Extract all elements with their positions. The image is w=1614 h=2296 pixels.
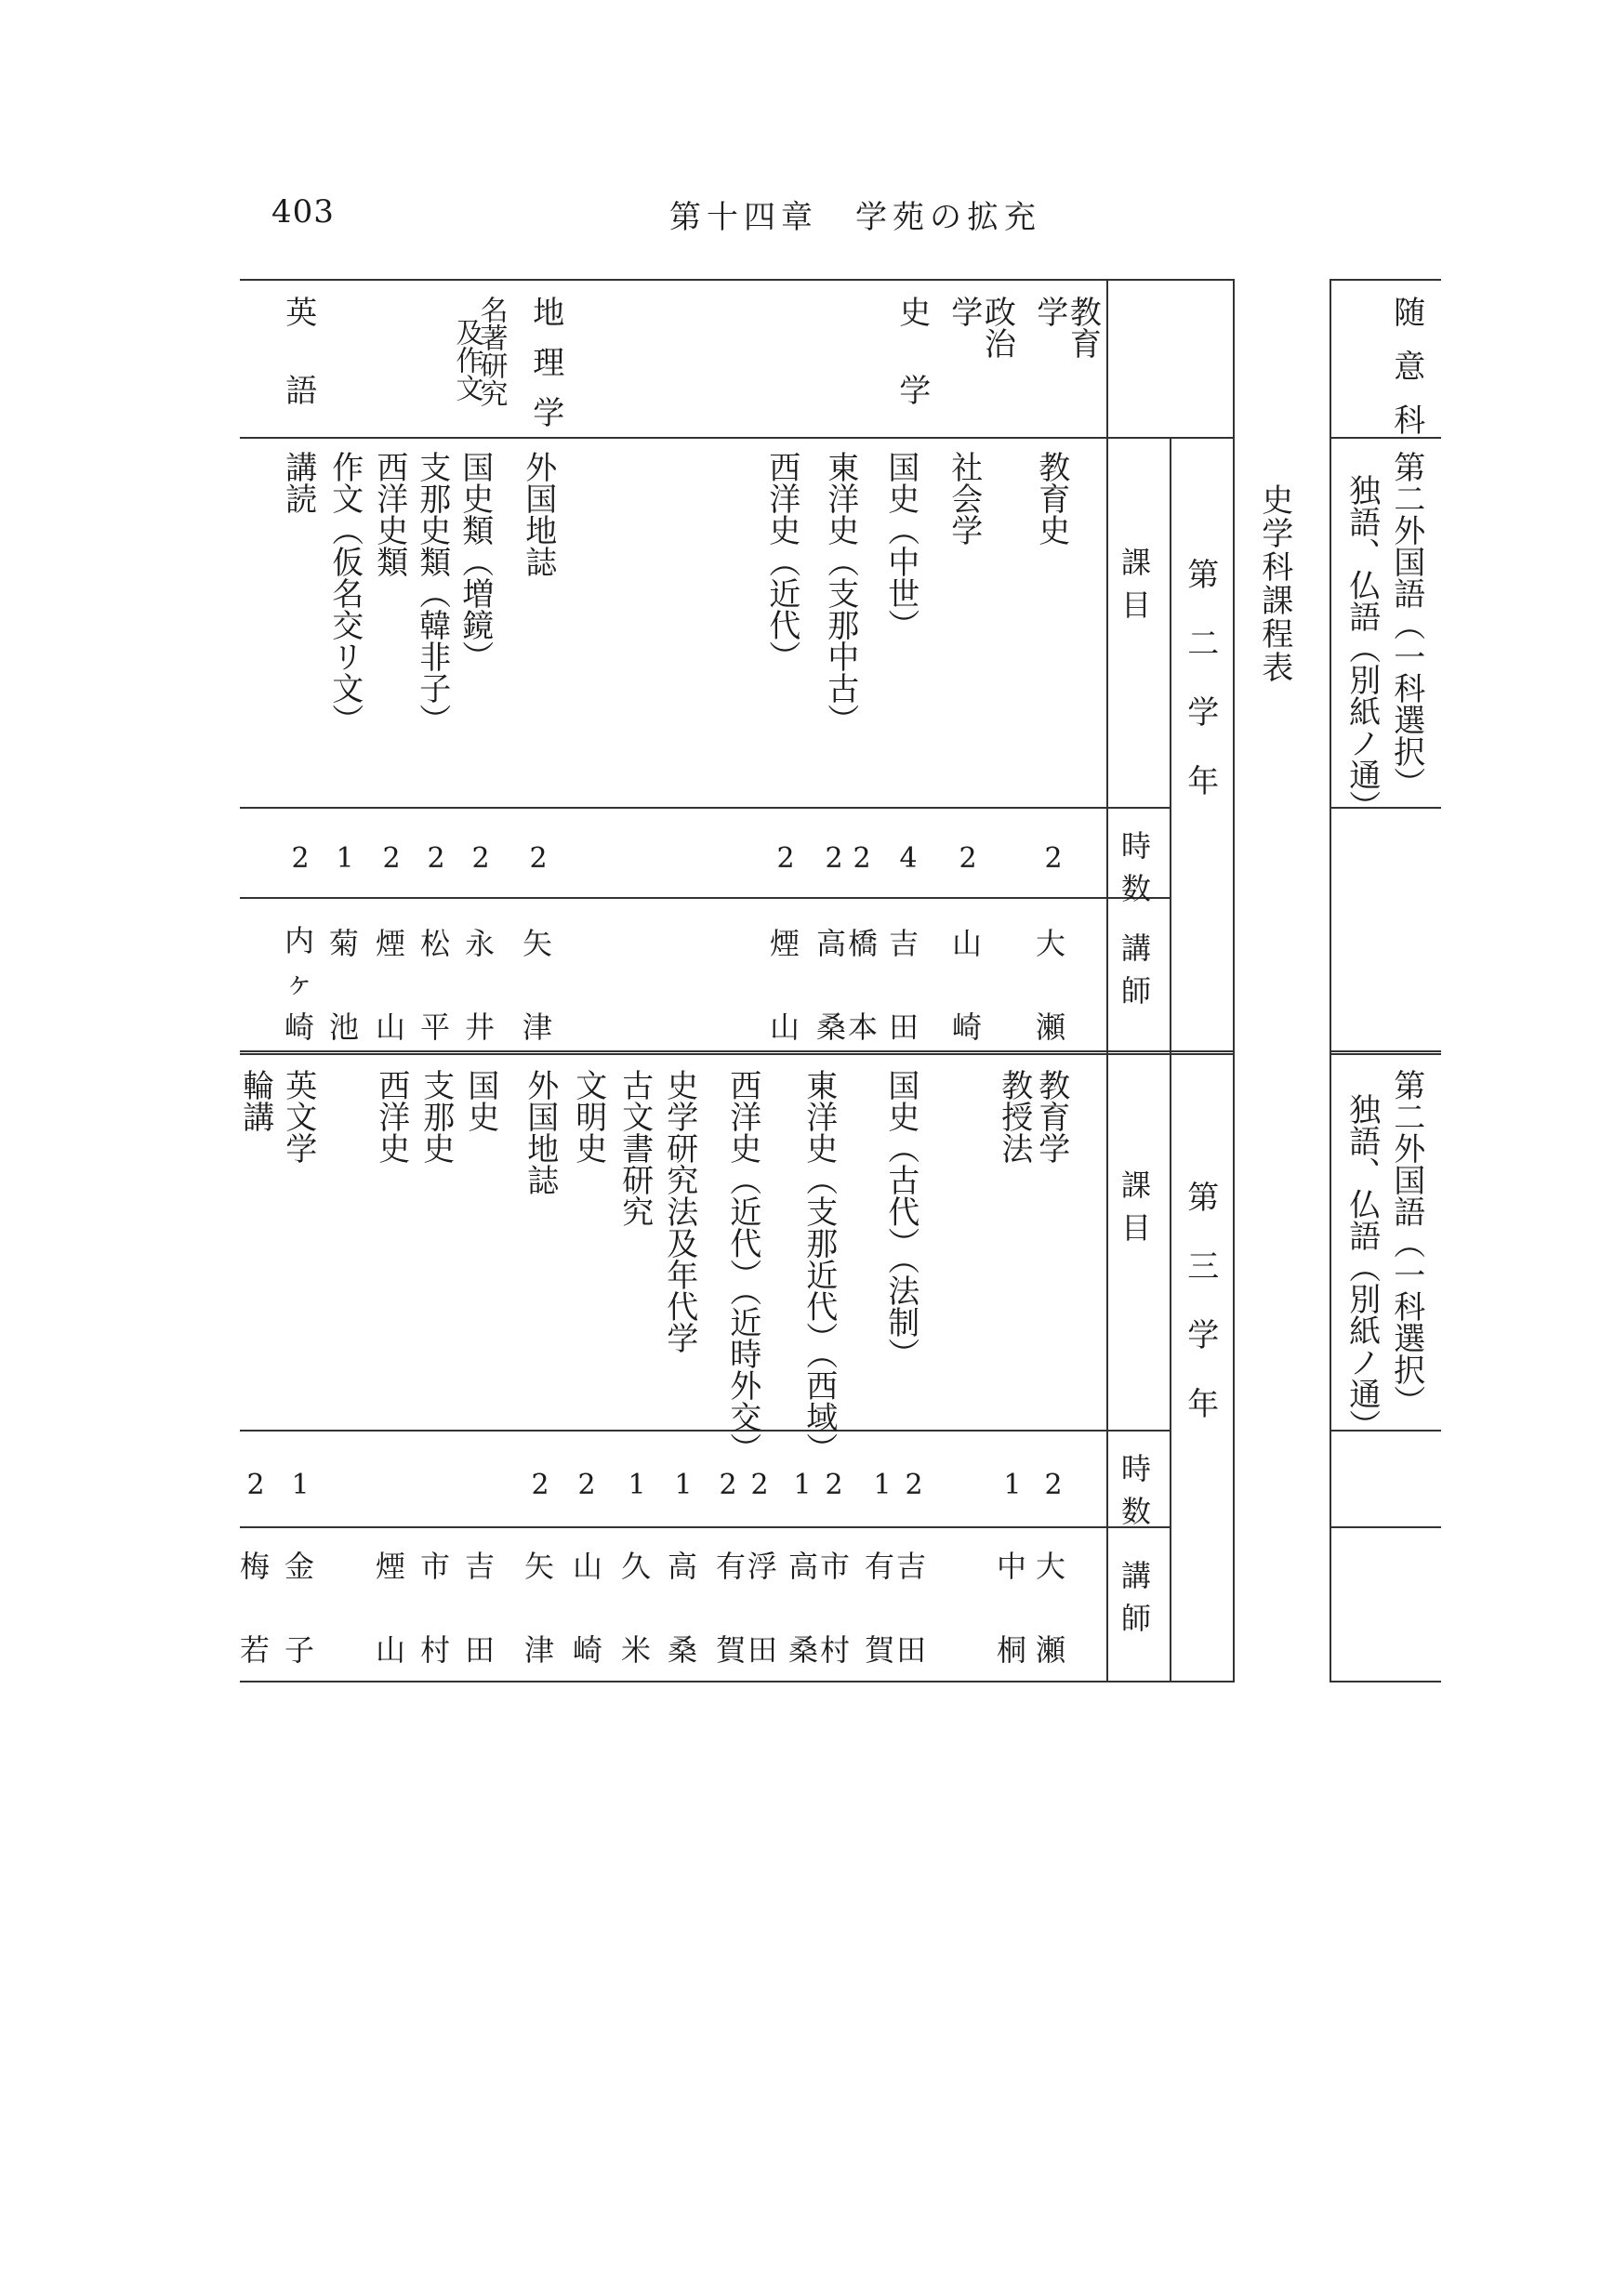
y2-teacher-2-b: 崎 (951, 1009, 982, 1045)
category-composition: 及作文 (450, 318, 483, 402)
y3-teacher-5-b: 村 (819, 1632, 850, 1668)
category-english: 英語 (279, 296, 317, 452)
y2-teacher-11-a: 菊 (328, 926, 359, 961)
table-top-rule (240, 279, 1235, 281)
y3-teacher-12-a: 矢 (523, 1549, 554, 1584)
y2-teacher-8-a: 永 (464, 926, 495, 961)
y3-hours-1: 2 (1044, 1469, 1063, 1501)
y2-hours-5: 2 (825, 842, 843, 875)
y3-hours-7: 2 (750, 1469, 769, 1501)
y3-subject-8: 文明史 (569, 1069, 607, 1164)
y3-subject-rule (240, 1430, 1170, 1432)
y3-teacher-9-b: 桑 (667, 1632, 697, 1668)
y3-teacher-6-b: 桑 (787, 1632, 818, 1668)
opt-divider (1330, 1050, 1441, 1055)
y3-teacher-8-b: 賀 (715, 1632, 746, 1668)
y2-hours-3: 4 (899, 842, 918, 875)
category-geography: 地理学 (526, 296, 564, 446)
y2-hours-6: 2 (776, 842, 795, 875)
y3-hours-11: 2 (577, 1469, 596, 1501)
y2-teacher-9-a: 松 (419, 926, 450, 961)
y2-subject-6: 外国地誌 (519, 451, 557, 577)
y3-teacher-4-b: 賀 (864, 1632, 894, 1668)
y2-hours-rule (240, 897, 1170, 899)
y3-hours-2: 1 (1003, 1469, 1022, 1501)
y2-subject-5: 西洋史（近代） (762, 451, 800, 672)
y3-subject-11: 支那史 (417, 1069, 455, 1164)
y3-subject-10: 国史 (461, 1069, 499, 1132)
y2-teacher-6-a: 煙 (769, 926, 800, 961)
y3-teacher-1-b: 瀬 (1035, 1632, 1065, 1668)
label-subject-y2: 課目 (1120, 545, 1151, 623)
y3-subject-1: 教育学 (1032, 1069, 1070, 1164)
running-header: 第十四章 学苑の拡充 (669, 199, 1041, 236)
y3-subject-7: 古文書研究 (615, 1069, 654, 1227)
y2-subject-7: 国史類（増鏡） (456, 451, 494, 672)
y3-subject-6: 史学研究法及年代学 (660, 1069, 698, 1353)
table-bottom-rule (240, 1681, 1235, 1682)
y2-teacher-12-b: 崎 (284, 1009, 314, 1045)
opt-top-rule (1330, 279, 1441, 281)
category-1a: 教育 学 (1030, 296, 1102, 359)
y2-teacher-4-b: 本 (847, 1009, 878, 1045)
y2-subject-3: 国史（中世） (881, 451, 919, 640)
y2-teacher-2-a: 山 (951, 926, 982, 961)
y3-teacher-3-b: 田 (895, 1632, 926, 1668)
y2-teacher-7-b: 津 (522, 1009, 552, 1045)
y3-teacher-15-a: 煙 (375, 1549, 405, 1584)
year-divider (240, 1050, 1235, 1055)
y3-teacher-17-b: 若 (239, 1632, 270, 1668)
y2-teacher-1-b: 瀬 (1035, 1009, 1065, 1045)
y2-teacher-8-b: 井 (464, 1009, 495, 1045)
table-title: 史学科課程表 (1255, 483, 1293, 684)
y3-teacher-10-a: 久 (620, 1549, 651, 1584)
label-subject-y3: 課目 (1120, 1168, 1151, 1246)
y3-teacher-11-b: 崎 (572, 1632, 602, 1668)
opt-y2-line2: 独語、仏語（別紙ノ通） (1343, 474, 1381, 822)
y2-teacher-6-b: 山 (769, 1009, 800, 1045)
y3-hours-5: 2 (825, 1469, 843, 1501)
y3-teacher-13-a: 吉 (464, 1549, 495, 1584)
y3-hours-rule (240, 1526, 1170, 1528)
y3-hours-12: 2 (531, 1469, 549, 1501)
y3-teacher-15-b: 山 (375, 1632, 405, 1668)
y2-subject-1: 教育史 (1032, 451, 1070, 546)
y2-teacher-11-b: 池 (328, 1009, 359, 1045)
y2-hours-11: 1 (336, 842, 354, 875)
y2-hours-12: 2 (291, 842, 310, 875)
y2-hours-8: 2 (471, 842, 490, 875)
opt-bottom-rule (1330, 1681, 1441, 1682)
y2-teacher-5-a: 高 (815, 926, 846, 961)
y3-teacher-12-b: 津 (523, 1632, 554, 1668)
page-number: 403 (271, 193, 335, 231)
y3-teacher-5-a: 市 (819, 1549, 850, 1584)
y3-teacher-16-a: 金 (284, 1549, 314, 1584)
y3-teacher-17-a: 梅 (239, 1549, 270, 1584)
y3-teacher-7-b: 田 (747, 1632, 777, 1668)
y2-teacher-4-a: 橋 (847, 926, 878, 961)
y3-teacher-16-b: 子 (284, 1632, 314, 1668)
y3-hours-8: 2 (719, 1469, 737, 1501)
y3-teacher-3-a: 吉 (895, 1549, 926, 1584)
y2-hours-7: 2 (529, 842, 548, 875)
y2-teacher-12-a: 内ヶ (284, 923, 314, 1000)
y3-teacher-7-a: 浮 (747, 1549, 777, 1584)
y3-teacher-14-a: 市 (419, 1549, 450, 1584)
y2-subject-4: 東洋史（支那中古） (821, 451, 859, 735)
opt-header: 随意科 (1387, 296, 1425, 457)
y3-subject-4: 東洋史（支那近代）（西域） (800, 1069, 838, 1464)
y2-hours-9: 2 (427, 842, 445, 875)
year-col-rule (1170, 437, 1171, 1681)
label-hours-y3: 時数 (1120, 1451, 1151, 1529)
y2-hours-10: 2 (382, 842, 401, 875)
y3-hours-9: 1 (674, 1469, 693, 1501)
y3-hours-6: 1 (793, 1469, 812, 1501)
y3-teacher-11-a: 山 (572, 1549, 602, 1584)
y2-subject-rule (240, 807, 1170, 809)
y2-teacher-10-b: 山 (375, 1009, 405, 1045)
y3-hours-3: 2 (905, 1469, 923, 1501)
y3-teacher-6-a: 高 (787, 1549, 818, 1584)
y3-subject-12: 西洋史 (372, 1069, 410, 1164)
y3-teacher-10-b: 米 (620, 1632, 651, 1668)
y3-subject-2: 教授法 (995, 1069, 1033, 1164)
opt-y3-hours-rule (1330, 1526, 1441, 1528)
y2-teacher-9-b: 平 (419, 1009, 450, 1045)
y2-subject-9: 西洋史類 (370, 451, 408, 577)
label-col-rule (1106, 279, 1108, 1681)
y2-hours-2: 2 (959, 842, 977, 875)
label-year2: 第二学年 (1181, 558, 1219, 833)
y3-teacher-8-a: 有 (715, 1549, 746, 1584)
y3-hours-10: 1 (628, 1469, 646, 1501)
y3-teacher-4-a: 有 (864, 1549, 894, 1584)
y2-teacher-10-a: 煙 (375, 926, 405, 961)
y2-hours-1: 2 (1044, 842, 1063, 875)
y2-subject-8: 支那史類（韓非子） (413, 451, 451, 735)
y2-teacher-7-a: 矢 (522, 926, 552, 961)
y3-teacher-2-a: 中 (996, 1549, 1026, 1584)
y3-subject-13: 英文学 (279, 1069, 317, 1164)
opt-y3-line1: 第二外国語（一科選択） (1387, 1069, 1425, 1417)
y2-teacher-1-a: 大 (1035, 926, 1065, 961)
opt-y2-line1: 第二外国語（一科選択） (1387, 451, 1425, 798)
header-rule (240, 437, 1235, 439)
y2-subject-11: 講読 (279, 451, 317, 514)
y3-teacher-14-b: 村 (419, 1632, 450, 1668)
opt-y3-line2: 独語、仏語（別紙ノ通） (1343, 1093, 1381, 1441)
y3-teacher-13-b: 田 (464, 1632, 495, 1668)
category-readings: 名著研究 (474, 296, 508, 407)
y3-subject-9: 外国地誌 (521, 1069, 559, 1195)
category-2a: 政治 学 (945, 296, 1016, 359)
y3-subject-3: 国史（古代）（法制） (881, 1069, 919, 1369)
table-right-rule (1233, 279, 1235, 1681)
y2-teacher-3-a: 吉 (888, 926, 919, 961)
label-teacher-y3: 講師 (1120, 1558, 1151, 1636)
y3-hours-13: 1 (291, 1469, 310, 1501)
y3-subject-14: 輪講 (236, 1069, 274, 1132)
label-teacher-y2: 講師 (1120, 930, 1151, 1009)
label-hours-y2: 時数 (1120, 828, 1151, 906)
y2-teacher-5-b: 桑 (815, 1009, 846, 1045)
category-history: 史学 (893, 296, 931, 452)
y3-teacher-2-b: 桐 (996, 1632, 1026, 1668)
y2-subject-2: 社会学 (945, 451, 983, 546)
y2-teacher-3-b: 田 (888, 1009, 919, 1045)
opt-left-rule (1330, 279, 1331, 1681)
y3-teacher-1-a: 大 (1035, 1549, 1065, 1584)
y3-subject-5: 西洋史（近代）（近時外交） (723, 1069, 761, 1464)
y3-hours-14: 2 (246, 1469, 265, 1501)
y3-teacher-9-a: 高 (667, 1549, 697, 1584)
y3-hours-4: 1 (873, 1469, 892, 1501)
y2-subject-10: 作文（仮名交リ文） (325, 451, 364, 735)
y2-hours-4: 2 (853, 842, 871, 875)
label-year3: 第三学年 (1181, 1181, 1219, 1456)
